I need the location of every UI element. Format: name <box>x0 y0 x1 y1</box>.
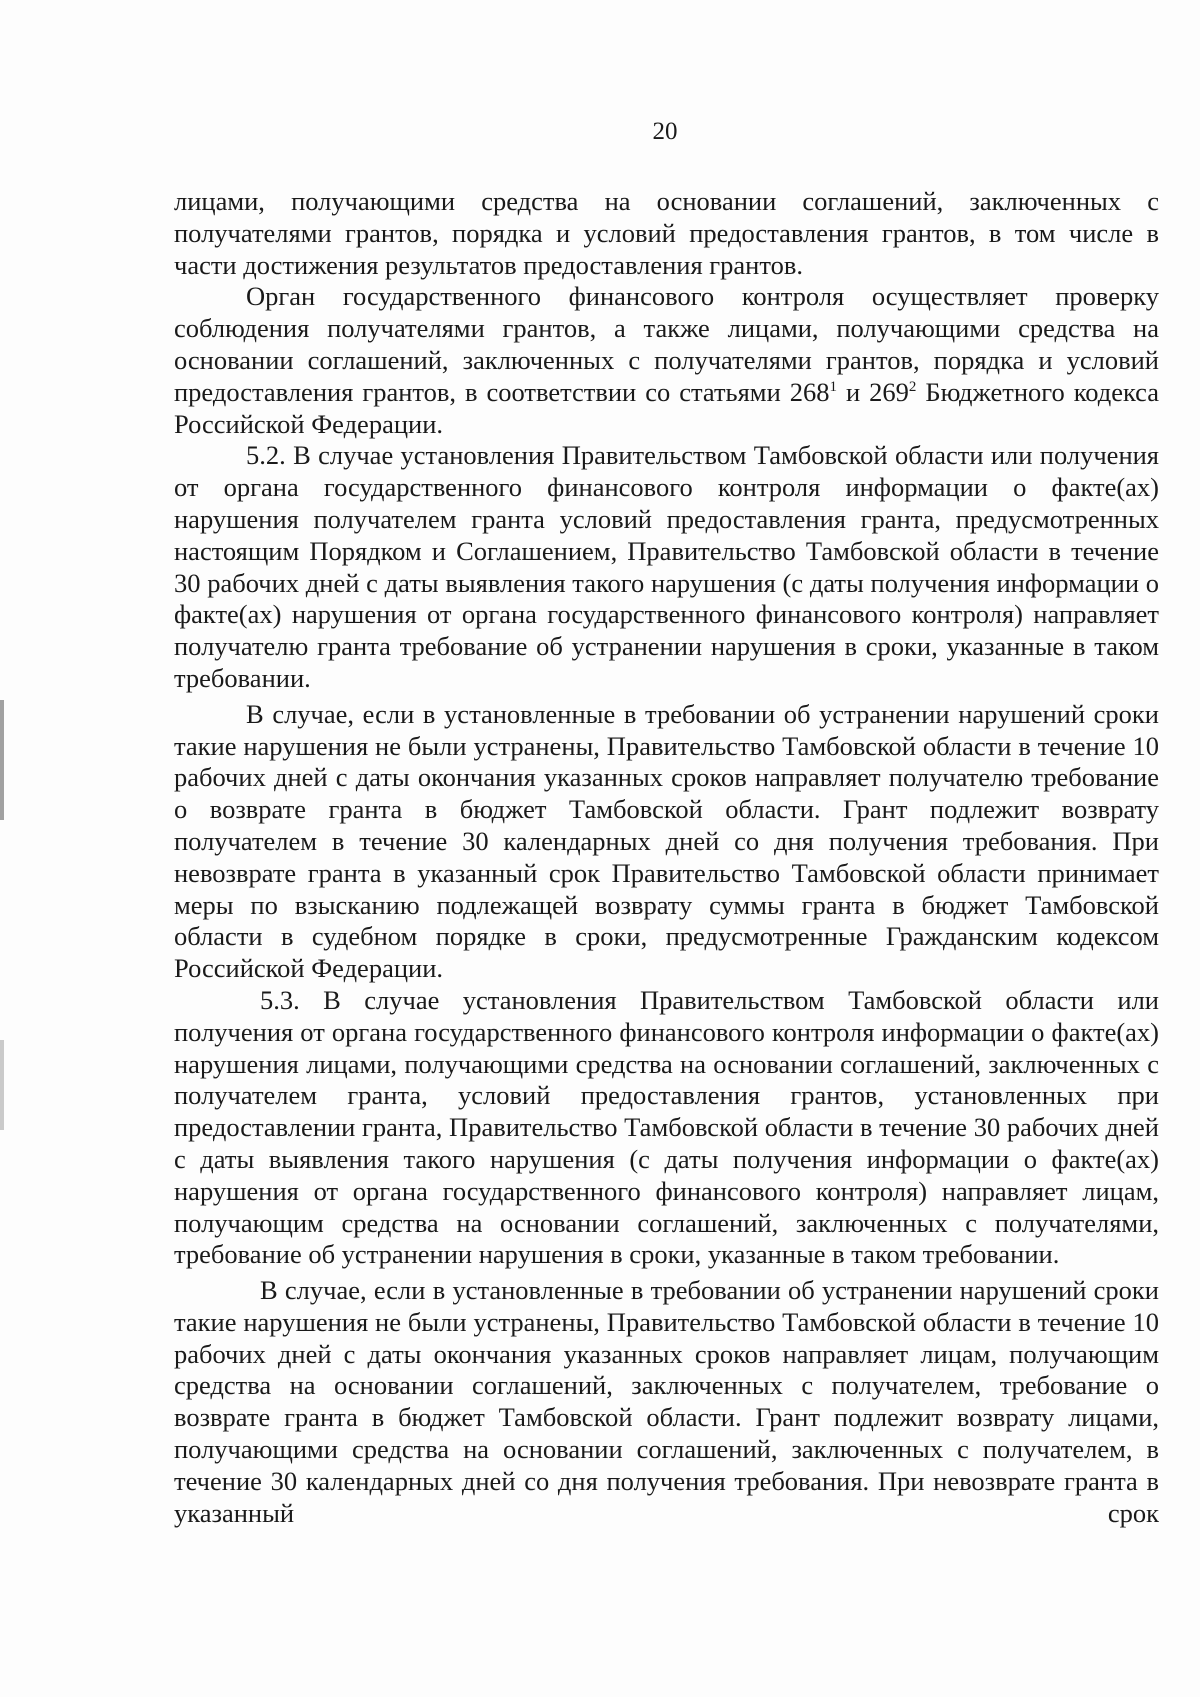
document-body <box>174 186 1159 1529</box>
paragraph-control-body <box>174 281 1159 440</box>
article-superscript: 1 <box>829 378 837 395</box>
paragraph-text-tail: Бюджетного кодекса Российской Федерации. <box>174 376 1160 439</box>
scan-edge-mark <box>0 700 4 820</box>
article-conjunction: и <box>845 376 861 407</box>
paragraph-return-persons: В случае, если в установленные в требовании об устранении нарушений сроки такие нарушения не были устранены, Правительство Тамбовской области в течение 10 рабочих дней с даты окончания указанных сроков направляет лицам, получающим средства на основании соглашений, заключенных с получателем, требование о возврате гранта в бюджет Тамбовской области. Грант подлежит возврату лицами, получающими средства на основании соглашений, заключенных с получателем, в течение 30 календарных дней со дня получения требования. При невозврате гранта в указанный срок <box>174 1275 1159 1528</box>
article-superscript: 2 <box>908 378 917 395</box>
article-number: 269 <box>869 376 909 407</box>
scan-edge-mark <box>0 1040 4 1130</box>
paragraph-section-5-2: 5.2. В случае установления Правительством Тамбовской области или получения от органа государственного финансового контроля информации о факте(ах) нарушения получателем гранта условий предоставления гранта, предусмотренных настоящим Порядком и Соглашением, Правительство Тамбовской области в течение 30 рабочих дней с даты выявления такого нарушения (с даты получения информации о факте(ах) нарушения от органа государственного финансового контроля) направляет получателю гранта требование об устранении нарушения в сроки, указанные в таком требовании. <box>174 440 1159 693</box>
paragraph-return-recipient: В случае, если в установленные в требовании об устранении нарушений сроки такие нарушения не были устранены, Правительство Тамбовской области в течение 10 рабочих дней с даты окончания указанных сроков направляет получателю требование о возврате гранта в бюджет Тамбовской области. Грант подлежит возврату получателем в течение 30 календарных дней со дня получения требования. При невозврате гранта в указанный срок Правительство Тамбовской области принимает меры по взысканию подлежащей возврату суммы гранта в бюджет Тамбовской области в судебном порядке в сроки, предусмотренные Гражданским кодексом Российской Федерации. <box>174 698 1159 984</box>
paragraph-continuation: лицами, получающими средства на основании соглашений, заключенных с получателями грантов, порядка и условий предоставления грантов, в том числе в части достижения результатов предоставления грантов. <box>174 186 1159 280</box>
page-number: 20 <box>652 118 678 145</box>
paragraph-section-5-3: 5.3. В случае установления Правительством Тамбовской области или получения от органа государственного финансового контроля информации о факте(ах) нарушения лицами, получающими средства на основании соглашений, заключенных с получателем гранта, условий предоставления грантов, установленных при предоставлении гранта, Правительство Тамбовской области в течение 30 рабочих дней с даты выявления такого нарушения (с даты получения информации о факте(ах) нарушения от органа государственного финансового контроля) направляет лицам, получающим средства на основании соглашений, заключенных с получателями, требование об устранении нарушения в сроки, указанные в таком требовании. <box>174 984 1159 1270</box>
article-number: 268 <box>789 376 830 407</box>
paragraph-text: Орган государственного финансового контроля осуществляет проверку соблюдения получателями грантов, а также лицами, получающими средства на основании соглашений, заключенных с получателями грантов, порядка и условий предоставления грантов, в соответствии со статьями <box>174 281 1159 407</box>
